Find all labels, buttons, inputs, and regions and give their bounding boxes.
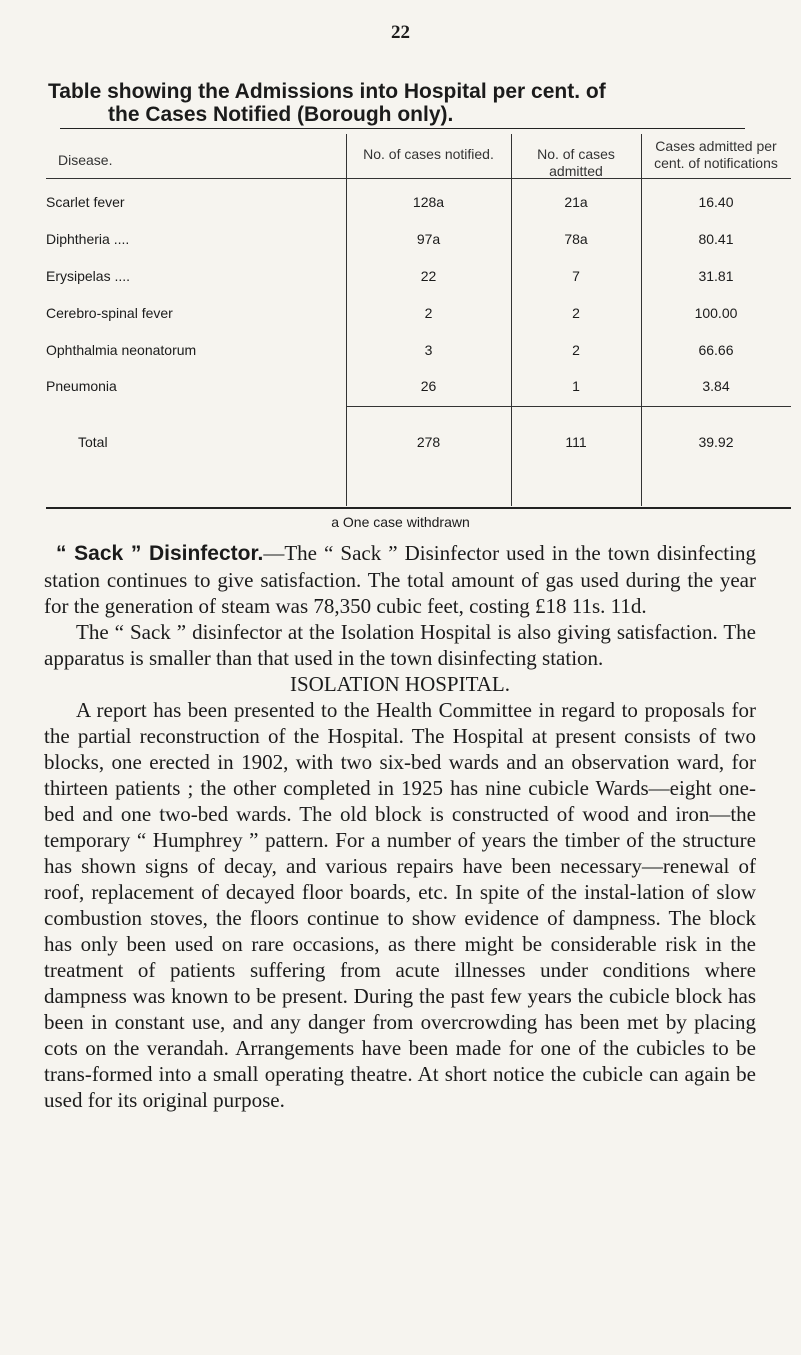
row-disease: Pneumonia <box>46 378 117 394</box>
sack-paragraph-1-text: —The “ Sack ” Disinfector used in the town disinfecting station continues to give satisfaction. The total amount of gas used during the year for the generation of steam was 78,350 cubic feet, costing £18 11s. 11d. <box>44 541 756 618</box>
table-title-line2: the Cases Notified (Borough only). <box>108 103 454 126</box>
row-disease: Ophthalmia neonatorum <box>46 342 197 358</box>
row-percent: 100.00 <box>694 305 738 321</box>
table-footnote: a One case withdrawn <box>331 514 470 530</box>
table-bottom-rule <box>46 507 791 509</box>
header-rule-right <box>346 178 791 179</box>
header-rule-left <box>46 178 346 179</box>
table-row <box>46 268 791 288</box>
row-percent: 80.41 <box>698 231 734 247</box>
table-total-row <box>46 434 791 454</box>
table-header-row <box>46 138 791 182</box>
table-row <box>46 378 791 398</box>
column-rule <box>346 134 347 506</box>
table-row <box>46 342 791 362</box>
row-notified: 128a <box>412 194 445 210</box>
row-percent: 16.40 <box>698 194 734 210</box>
title-rule <box>60 128 745 129</box>
row-disease: Scarlet fever <box>46 194 125 210</box>
column-rule <box>511 134 512 506</box>
table-title <box>48 80 768 126</box>
row-notified: 3 <box>424 342 433 358</box>
row-admitted: 7 <box>572 268 580 284</box>
row-disease: Erysipelas .... <box>46 268 131 284</box>
row-disease: Diphtheria .... <box>46 231 130 247</box>
row-admitted: 78a <box>564 231 588 247</box>
row-percent: 66.66 <box>698 342 734 358</box>
header-admitted: No. of cases admitted <box>537 146 615 179</box>
total-rule <box>346 406 791 407</box>
isolation-heading: ISOLATION HOSPITAL. <box>290 672 510 696</box>
body-text <box>44 540 756 1113</box>
header-disease: Disease. <box>58 152 113 168</box>
column-rule <box>641 134 642 506</box>
sack-paragraph-2: The “ Sack ” disinfector at the Isolation Hospital is also giving satisfaction. The apparatus is smaller than that used in the town disinfecting station. <box>44 620 756 670</box>
row-percent: 3.84 <box>702 378 730 394</box>
row-percent: 31.81 <box>698 268 734 284</box>
row-notified: 97a <box>416 231 441 247</box>
row-notified: 26 <box>420 378 437 394</box>
header-percent: Cases admitted per cent. of notifications <box>654 138 778 171</box>
row-admitted: 2 <box>572 342 580 358</box>
row-admitted: 1 <box>572 378 580 394</box>
table-row <box>46 231 791 251</box>
total-notified: 278 <box>416 434 441 450</box>
isolation-paragraph: A report has been presented to the Health Committee in regard to proposals for the partial reconstruction of the Hospital. The Hospital at present consists of two blocks, one erected in 1902, with two six-bed wards and an observation ward, for thirteen patients ; the other completed in 1925 has nine cubicle Wards—eight one-bed and one two-bed wards. The old block is constructed of wood and iron—the temporary “ Humphrey ” pattern. For a number of years the timber of the structure has shown signs of decay, and various repairs have been necessary—renewal of roof, replacement of decayed floor boards, etc. In spite of the instal-lation of slow combustion stoves, the floors continue to show evidence of dampness. The block has only been used on rare occasions, as there might be considerable risk in the treatment of patients suffering from acute illnesses under conditions where dampness was known to be present. During the past few years the cubicle block has been in constant use, and any danger from overcrowding has been met by placing cots on the verandah. Arrangements have been made for one of the cubicles to be trans-formed into a small operating theatre. At short notice the cubicle can again be used for its original purpose. <box>44 698 756 1112</box>
table-title-line1: Table showing the Admissions into Hospital per cent. of <box>48 80 606 103</box>
sack-paragraph-1 <box>44 540 756 619</box>
total-label: Total <box>78 434 108 450</box>
row-notified: 2 <box>424 305 433 321</box>
total-admitted: 111 <box>565 434 587 450</box>
table-row <box>46 194 791 214</box>
row-admitted: 2 <box>572 305 580 321</box>
page-number: 22 <box>391 22 410 43</box>
total-percent: 39.92 <box>698 434 734 450</box>
row-notified: 22 <box>420 268 437 284</box>
row-disease: Cerebro-spinal fever <box>46 305 173 321</box>
table-row <box>46 305 791 325</box>
sack-heading: “ Sack ” Disinfector. <box>56 542 264 565</box>
header-notified: No. of cases notified. <box>363 146 494 162</box>
row-admitted: 21a <box>564 194 588 210</box>
